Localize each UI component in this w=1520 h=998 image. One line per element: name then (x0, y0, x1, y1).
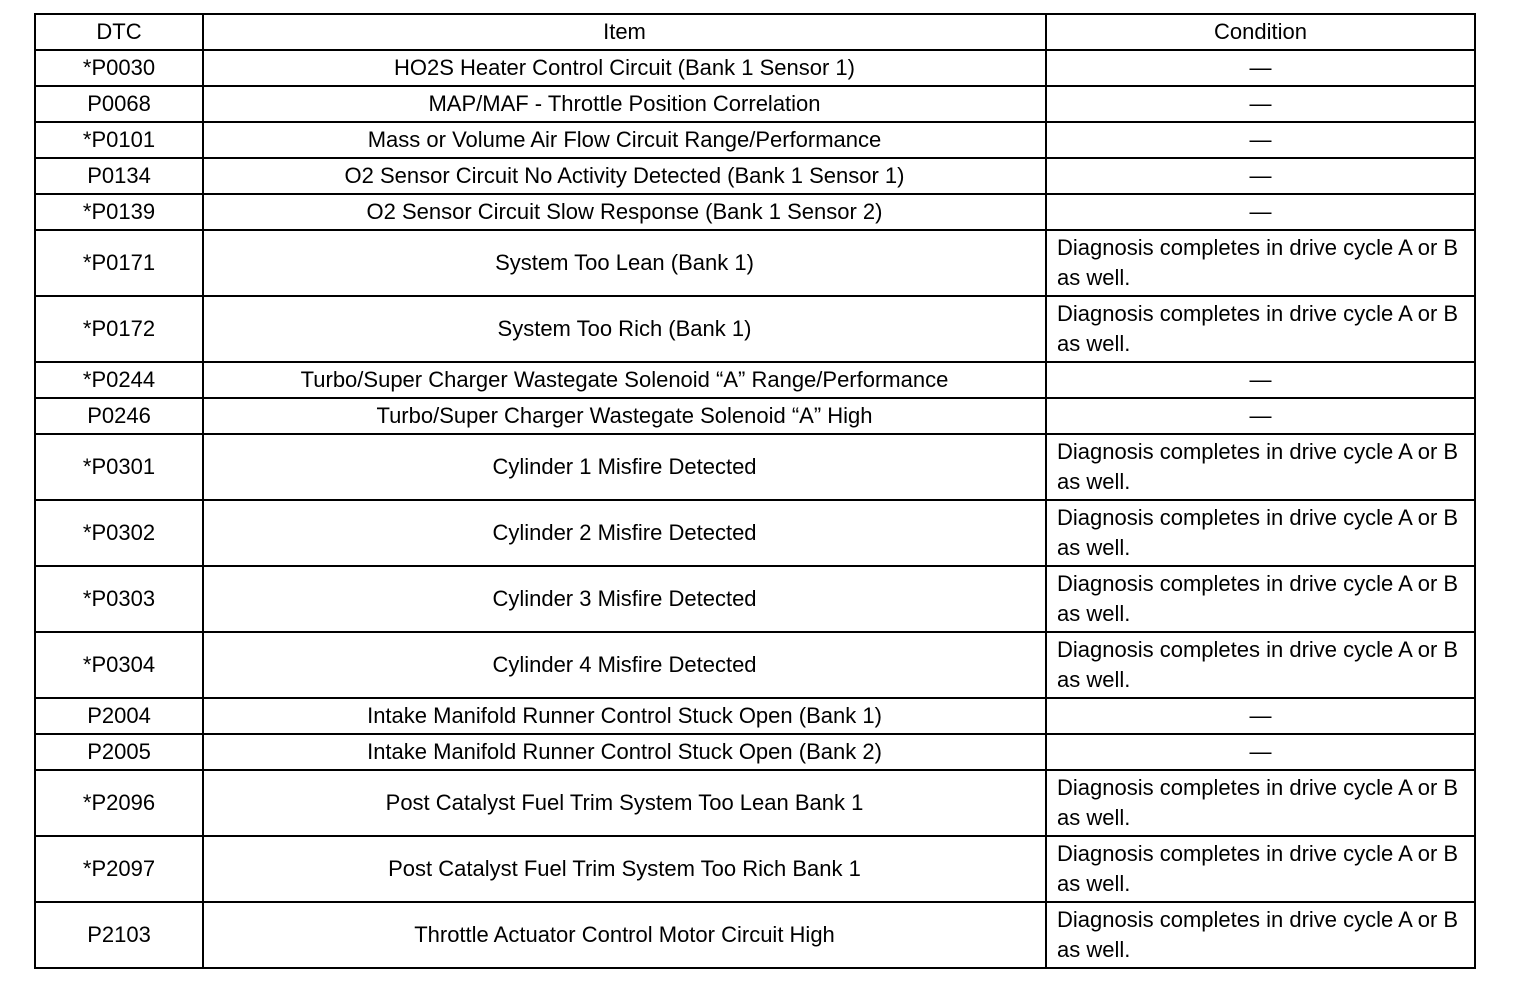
condition-text: Diagnosis completes in drive cycle A or B as well. (1046, 296, 1475, 362)
condition-text: Diagnosis completes in drive cycle A or B as well. (1046, 632, 1475, 698)
table-row (35, 122, 1475, 158)
dtc-code: P2103 (35, 902, 203, 968)
dtc-code: P2005 (35, 734, 203, 770)
item-description: Post Catalyst Fuel Trim System Too Rich Bank 1 (203, 836, 1046, 902)
table-row (35, 566, 1475, 632)
dtc-code: P0134 (35, 158, 203, 194)
item-description: O2 Sensor Circuit Slow Response (Bank 1 Sensor 2) (203, 194, 1046, 230)
table-row (35, 194, 1475, 230)
dtc-code: *P2097 (35, 836, 203, 902)
table-row (35, 500, 1475, 566)
table-row (35, 362, 1475, 398)
table-row (35, 158, 1475, 194)
dtc-code: *P0030 (35, 50, 203, 86)
table-row (35, 770, 1475, 836)
dtc-code: *P0172 (35, 296, 203, 362)
dtc-code: *P0101 (35, 122, 203, 158)
item-description: Post Catalyst Fuel Trim System Too Lean Bank 1 (203, 770, 1046, 836)
item-description: Mass or Volume Air Flow Circuit Range/Performance (203, 122, 1046, 158)
dtc-code: P2004 (35, 698, 203, 734)
item-description: Cylinder 3 Misfire Detected (203, 566, 1046, 632)
condition-text: — (1046, 698, 1475, 734)
item-description: Cylinder 4 Misfire Detected (203, 632, 1046, 698)
table-row (35, 296, 1475, 362)
condition-text: — (1046, 158, 1475, 194)
dtc-code: *P0171 (35, 230, 203, 296)
dtc-code: *P0244 (35, 362, 203, 398)
dtc-table (34, 13, 1476, 969)
condition-text: Diagnosis completes in drive cycle A or B as well. (1046, 902, 1475, 968)
dtc-code: *P0301 (35, 434, 203, 500)
dtc-code: *P2096 (35, 770, 203, 836)
table-row (35, 698, 1475, 734)
condition-text: — (1046, 122, 1475, 158)
dtc-code: P0246 (35, 398, 203, 434)
dtc-column-header: DTC (35, 14, 203, 50)
table-row (35, 836, 1475, 902)
item-description: MAP/MAF - Throttle Position Correlation (203, 86, 1046, 122)
condition-text: — (1046, 362, 1475, 398)
table-header (35, 14, 1475, 50)
item-description: Cylinder 1 Misfire Detected (203, 434, 1046, 500)
condition-column-header: Condition (1046, 14, 1475, 50)
dtc-code: *P0304 (35, 632, 203, 698)
item-description: Cylinder 2 Misfire Detected (203, 500, 1046, 566)
condition-text: — (1046, 398, 1475, 434)
table-row (35, 86, 1475, 122)
condition-text: Diagnosis completes in drive cycle A or B as well. (1046, 434, 1475, 500)
table-row (35, 902, 1475, 968)
item-description: Turbo/Super Charger Wastegate Solenoid “A” Range/Performance (203, 362, 1046, 398)
table-row (35, 230, 1475, 296)
header-row (35, 14, 1475, 50)
table-row (35, 50, 1475, 86)
condition-text: Diagnosis completes in drive cycle A or B as well. (1046, 230, 1475, 296)
condition-text: Diagnosis completes in drive cycle A or B as well. (1046, 566, 1475, 632)
condition-text: Diagnosis completes in drive cycle A or B as well. (1046, 836, 1475, 902)
condition-text: — (1046, 50, 1475, 86)
condition-text: Diagnosis completes in drive cycle A or B as well. (1046, 500, 1475, 566)
condition-text: — (1046, 734, 1475, 770)
item-description: HO2S Heater Control Circuit (Bank 1 Sensor 1) (203, 50, 1046, 86)
table-row (35, 734, 1475, 770)
item-description: Intake Manifold Runner Control Stuck Open (Bank 1) (203, 698, 1046, 734)
item-description: Turbo/Super Charger Wastegate Solenoid “A” High (203, 398, 1046, 434)
table-body (35, 50, 1475, 968)
item-description: Throttle Actuator Control Motor Circuit High (203, 902, 1046, 968)
dtc-code: *P0302 (35, 500, 203, 566)
table-row (35, 398, 1475, 434)
table-row (35, 434, 1475, 500)
item-column-header: Item (203, 14, 1046, 50)
dtc-code: *P0139 (35, 194, 203, 230)
condition-text: Diagnosis completes in drive cycle A or B as well. (1046, 770, 1475, 836)
condition-text: — (1046, 86, 1475, 122)
condition-text: — (1046, 194, 1475, 230)
item-description: System Too Lean (Bank 1) (203, 230, 1046, 296)
item-description: O2 Sensor Circuit No Activity Detected (Bank 1 Sensor 1) (203, 158, 1046, 194)
dtc-code: P0068 (35, 86, 203, 122)
dtc-code: *P0303 (35, 566, 203, 632)
item-description: System Too Rich (Bank 1) (203, 296, 1046, 362)
table-row (35, 632, 1475, 698)
item-description: Intake Manifold Runner Control Stuck Open (Bank 2) (203, 734, 1046, 770)
